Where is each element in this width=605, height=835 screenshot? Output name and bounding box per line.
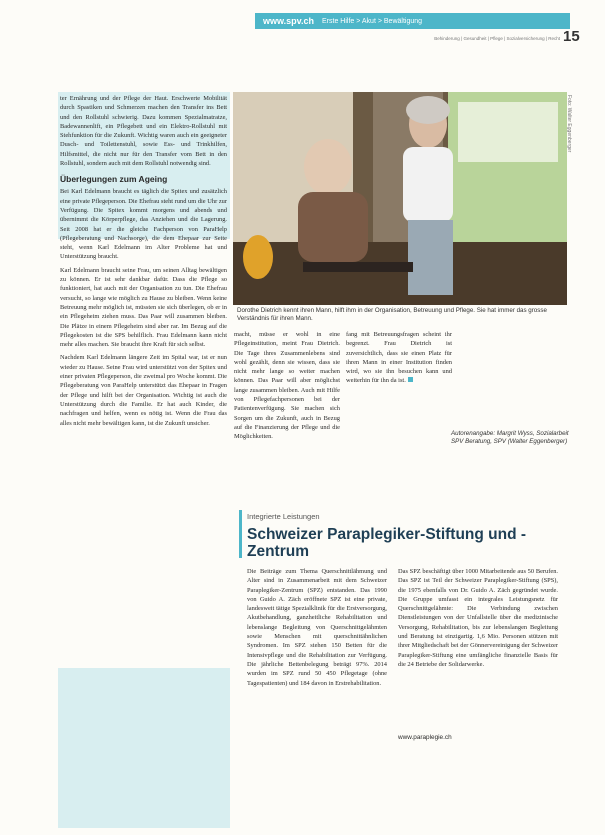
info-box-accent: [239, 510, 242, 558]
photo-caption: Dorothe Dietrich kennt ihren Mann, hilft ihm in der Organisation, Betreuung und Pflege. Sie hat immer das grosse Verständnis für ihren Mann.: [237, 307, 547, 322]
paragraph: Das SPZ beschäftigt über 1000 Mitarbeitende aus 50 Berufen. Das SPZ ist Teil der Schweizer Paraplegiker-Stiftung (SPS), die 1975 ebenfalls von Dr. Guido A. Zäch gegründet wurde. Die Gruppe umfasst ein integrales Leistungsnetz für Querschnittgelähmte: Die Verbindung zwischen Dienstleistungen von der Unfallstelle über die medizinische Versorgung, Rehabilitation, bis zur lebenslangen Begleitung und Beratung ist einzigartig. 1,6 Mio. Personen stützen mit ihrer Mitgliedschaft bei der Gönnervereinigung der Schweizer Paraplegiker-Stiftung eine umfängliche finanzielle Basis für die 24 Betriebe der Solidarwerke.: [398, 568, 558, 668]
center-right-column: [346, 330, 452, 422]
breadcrumb: Erste Hilfe > Akut > Bewältigung: [322, 17, 423, 25]
section-heading: Überlegungen zum Ageing: [60, 174, 168, 185]
paragraph: macht, müsse er wohl in eine Pflegeinstitution, meint Frau Dietrich. Die Tage ihres Zusammenlebens sind wohl gezählt, denn sie wissen, dass sie nicht mehr lange so weiter machen können. Das Paar will aber möglichst lange zusammen bleiben. Auch mit Hilfe von Pflegefachpersonen bei der Patientenverfügung. Sie machen sich Sorgen um die Zukunft, auch in Bezug auf die Finanzierung der Pflege und die Möglichkeiten.: [234, 331, 340, 441]
page-number: 15: [563, 28, 580, 45]
end-of-article-icon: [408, 377, 413, 382]
paragraph: Bei Karl Edelmann braucht es täglich die Spitex und zusätzlich eine private Pflegeperson. Die Ehefrau steht rund um die Uhr zur Verfügung. Die Spitex kommt morgens und abends und übernimmt die Körperpflege, das Anziehen und die Lagerung. Seit 2008 hat er die gleiche Fachperson von ParaHelp (Pflegeberatung und Nachsorge), die dem Ehepaar zur Seite steht, wenn Karl Edelmann im Alter Probleme hat und Unterstützung braucht.: [60, 188, 227, 261]
photo-credit: Foto: Walter Eggenberger: [566, 95, 572, 153]
info-box-title: Schweizer Paraplegiker-Stiftung und -Zentrum: [247, 526, 527, 560]
author-note: Autorenangabe: Margrit Wyss, Sozialarbeit SPV Beratung, SPV (Walter Eggenberger): [451, 430, 569, 446]
middle-column: [234, 330, 340, 498]
info-box-column-2: [398, 567, 558, 732]
site-url[interactable]: www.spv.ch: [263, 16, 315, 26]
info-box-kicker: Integrierte Leistungen: [247, 512, 320, 521]
paragraph: Die Beiträge zum Thema Querschnittlähmung und Alter sind in Zusammenarbeit mit dem Schweizer Paraplegiker-Zentrum (SPZ) entstanden. Das 1990 von Guido A. Zäch eröffnete SPZ ist eine private, landesweit tätige Spezialklinik für die Erstversorgung, Akutbehandlung, ganzheitliche Rehabilitation und lebenslange Begleitung von Querschnittgelähmten sowie Menschen mit querschnittähnlichen Syndromen. Im SPZ stehen 150 Betten für die Intensivpflege und die Rehabilitation zur Verfügung. Die jährliche Bettenbelegung beträgt 97%. 2014 wurden im SPZ rund 50 450 Pflegetage (ohne Tagespatienten) und 184 davon in Erstrehabilitation.: [247, 568, 387, 687]
paragraph: ter Ernährung und der Pflege der Haut. Erschwerte Mobilität durch Spastiken und Schmerzen machen den Transfer ins Bett und den Rollstuhl schwierig. Dazu kommen Spezialmatratze, Badewannenlift, ein Pflegebett und ein Elektro-Rollstuhl mit Stehfunktion für die Zukunft. Wichtig waren auch ein geeigneter Dusch- und Toilettenstuhl, sowie Ess- und Trinkhilfen, Hilfsmittel, die nicht nur für den Transfer vom Bett in den Rollstuhl, sondern auch mit dem Rollstuhl notwendig sind.: [60, 95, 227, 168]
info-box-link[interactable]: www.paraplegie.ch: [398, 734, 452, 741]
header-bar: [255, 13, 570, 29]
info-box-column-1: [247, 567, 387, 742]
paragraph: fang mit Betreuungsfragen scheint ihr begrenzt. Frau Dietrich ist zuversichtlich, dass sie einen Platz für ihren Mann in einer Institution finden wird, wo sie ihn besuchen kann und weiterhin für ihn da ist.: [346, 331, 452, 385]
photo-couple: [233, 92, 567, 305]
left-column: [60, 94, 227, 829]
paragraph: Nachdem Karl Edelmann längere Zeit im Spital war, ist er nun wieder zu Hause. Seine Frau wird unterstützt von der Spitex und einer privaten Pflegeperson, die zweimal pro Woche kommt. Die Pflegeberatung von ParaHelp unterstützt das Ehepaar in Fragen der Pflege und hilft bei der Organisation. Wichtig ist auch die Unterstützung durch die Familie. Er hat auch Kinder, die nachfragen und helfen, wenn es nötig ist. Wenn die Frau das alles nicht mehr bewältigen kann, ist die Zukunft unsicher.: [60, 354, 227, 427]
paragraph: Karl Edelmann braucht seine Frau, um seinen Alltag bewältigen zu können. Er ist sehr dankbar dafür. Dass die Pflege so funktioniert, hat auch mit der Organisation zu tun. Die Ehefrau versucht, so lange wie möglich zu Hause zu bleiben. Wenn keine Betreuung mehr möglich ist, müssten sie sich überlegen, ob er in ein Pflegeheim ziehen muss. Das Paar will zusammen bleiben. Die Plätze in einem Pflegeheim sind aber rar. Im Bezug auf die Pflegekosten ist die SPS behilflich. Frau Edelmann kann nicht mehr alles machen. Sie braucht ihre Kraft für sich selbst.: [60, 266, 227, 349]
section-subheader: Behinderung | Gesundheit | Pflege | Sozialversicherung | Recht: [434, 36, 560, 41]
